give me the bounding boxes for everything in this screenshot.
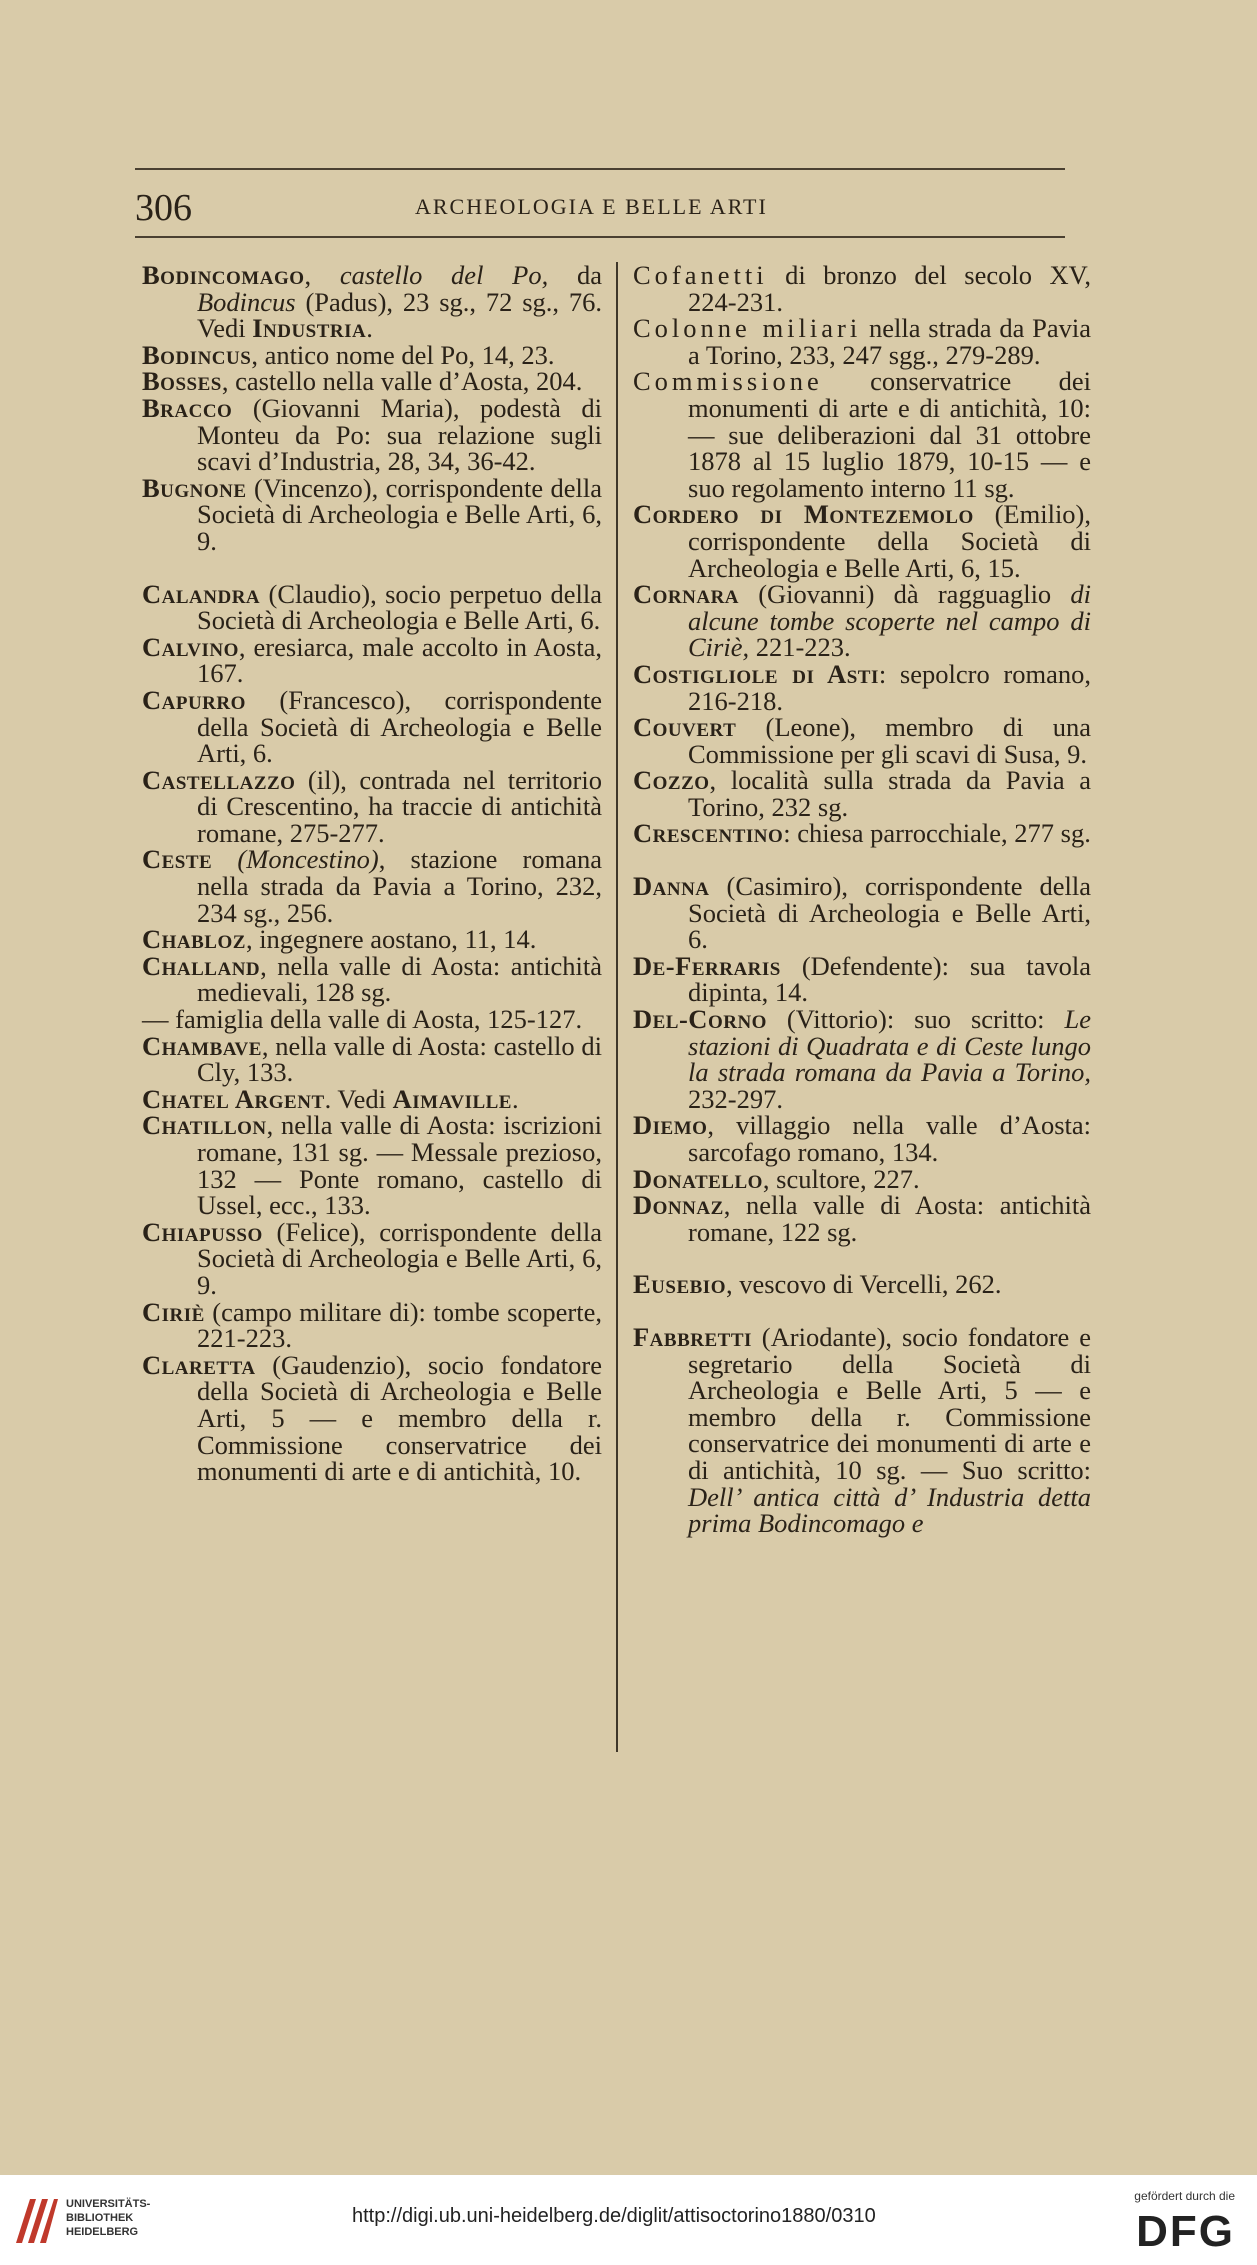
index-entry <box>142 1110 602 1221</box>
entry-heading: Claretta <box>142 1349 256 1380</box>
entry-text: (il), contrada nel territorio di Crescentino, ha traccie di antichità romane, 275-277. <box>197 764 602 848</box>
index-entry <box>142 950 602 1008</box>
index-entry <box>142 262 602 342</box>
entry-text: (campo militare di): tombe scoperte, 221-223. <box>197 1296 602 1354</box>
index-entry <box>142 846 602 926</box>
entry-text: , antico nome del Po, 14, 23. <box>251 339 555 370</box>
entry-text: (Padus), 23 sg., 72 sg., 76. Vedi <box>197 286 602 344</box>
index-entry <box>633 767 1091 820</box>
index-entry <box>633 950 1091 1008</box>
entry-text: castello del Po, <box>339 260 549 290</box>
entry-heading: Bosses <box>142 366 222 397</box>
page-number: 306 <box>135 187 192 229</box>
index-column-right <box>633 262 1091 1537</box>
entry-heading: Chatel Argent <box>142 1083 325 1114</box>
entry-text: , eresiarca, male accolto in Aosta, 167. <box>197 631 602 689</box>
index-entry <box>142 684 602 769</box>
index-entry <box>142 1349 602 1487</box>
entry-heading: Ciriè <box>142 1296 205 1327</box>
entry-text: 232-297. <box>688 1083 783 1114</box>
entry-heading: Del-Corno <box>633 1004 767 1035</box>
entry-text: : chiesa parrocchiale, 277 sg. <box>783 818 1091 849</box>
index-entry <box>633 1192 1091 1245</box>
entry-text: Bodincus <box>197 286 296 317</box>
entry-text: da <box>548 260 603 290</box>
entry-text: . <box>511 1083 519 1114</box>
entry-text: , scultore, 227. <box>762 1163 920 1194</box>
entry-text: (Vittorio): suo scritto: <box>766 1004 1065 1035</box>
entry-text: , nella valle di Aosta: castello di Cly, 133. <box>197 1030 602 1088</box>
entry-text: , vescovo di Vercelli, 262. <box>725 1269 1002 1300</box>
index-entry <box>633 1006 1091 1112</box>
entry-text: , villaggio nella valle d’Aosta: sarcofago romano, 134. <box>688 1110 1091 1167</box>
entry-text: , stazione romana nella strada da Pavia a Torino, 232, 234 sg., 256. <box>197 844 602 928</box>
entry-heading: Diemo <box>633 1110 708 1141</box>
index-entry <box>142 1030 602 1088</box>
library-name-line: BIBLIOTHEK <box>66 2212 134 2224</box>
entry-text: — famiglia della valle di Aosta, 125-127. <box>142 1004 583 1035</box>
index-entry <box>633 315 1091 368</box>
entry-text: , nella valle di Aosta: antichità medievali, 128 sg. <box>197 950 602 1008</box>
entry-text: (Defendente): sua tavola dipinta, 14. <box>688 950 1091 1008</box>
index-entry <box>142 339 602 370</box>
entry-text: , ingegnere aostano, 11, 14. <box>245 924 537 955</box>
entry-heading: Danna <box>633 871 710 902</box>
entry-text: di bronzo del secolo XV, 224-231. <box>688 260 1091 317</box>
library-name-line: UNIVERSITÄTS- <box>66 2198 151 2210</box>
entry-heading: Bodincomago <box>142 260 305 290</box>
entry-text: , <box>304 260 340 290</box>
entry-text: 221-223. <box>749 632 851 663</box>
index-entry <box>142 578 602 636</box>
entry-text: Cofanetti <box>633 260 768 290</box>
entry-heading: Chambave <box>142 1030 262 1061</box>
entry-heading: Bodincus <box>142 339 252 370</box>
entry-text: (Ariodante), socio fondatore e segretario della Società di Archeologia e Belle Arti, 5 — e membro della r. Commissione conservatrice dei monumenti di arte e di antichità, 10 sg. — Suo scritto: <box>688 1321 1091 1485</box>
entry-heading: Calvino <box>142 631 239 662</box>
entry-text: Commissione <box>633 366 823 397</box>
entry-text <box>212 844 237 874</box>
entry-heading: Calandra <box>142 578 261 609</box>
entry-heading: Donnaz <box>633 1190 724 1221</box>
index-entry <box>633 714 1091 767</box>
index-entry <box>633 1163 1091 1194</box>
entry-text: , nella valle di Aosta: iscrizioni romane, 131 sg. — Messale prezioso, 132 — Ponte romano, castello di Ussel, ecc., 133. <box>197 1110 602 1221</box>
entry-text: (Moncestino) <box>237 844 379 875</box>
index-entry <box>633 1321 1091 1539</box>
entry-heading: Crescentino <box>633 818 784 849</box>
library-name-line: HEIDELBERG <box>66 2226 139 2238</box>
entry-text: (Leone), membro di una Commissione per gli scavi di Susa, 9. <box>688 712 1091 769</box>
entry-text: . <box>366 313 373 344</box>
index-entry <box>633 873 1091 953</box>
index-column-left <box>142 262 602 1485</box>
entry-heading: Cornara <box>633 579 740 610</box>
entry-text: nella strada da Pavia a Torino, 233, 247 sgg., 279-289. <box>688 313 1091 370</box>
index-entry <box>142 764 602 848</box>
index-entry <box>142 1006 602 1033</box>
entry-heading: De-Ferraris <box>633 950 781 981</box>
entry-heading: Fabbretti <box>633 1321 752 1352</box>
entry-text: , località sulla strada da Pavia a Torino, 232 sg. <box>688 765 1091 822</box>
entry-heading: Bugnone <box>142 472 247 503</box>
entry-heading: Castellazzo <box>142 764 296 795</box>
index-entry <box>142 631 602 689</box>
entry-heading: Industria <box>252 313 367 344</box>
entry-text: , castello nella valle d’Aosta, 204. <box>221 366 583 397</box>
entry-text: (Vincenzo), corrispondente della Società di Archeologia e Belle Arti, 6, 9. <box>197 472 602 556</box>
entry-text: (Francesco), corrispondente della Società di Archeologia e Belle Arti, 6. <box>197 684 602 769</box>
digitization-footer <box>0 2175 1257 2265</box>
permalink[interactable]: http://digi.ub.uni-heidelberg.de/diglit/attisoctorino1880/0310 <box>352 2205 876 2227</box>
library-name <box>66 2197 150 2239</box>
entry-text: (Gaudenzio), socio fondatore della Società di Archeologia e Belle Arti, 5 — e membro della r. Commissione conservatrice dei monumenti di arte e di antichità, 10. <box>197 1349 602 1487</box>
entry-text: Dell’ antica città d’ Industria detta prima Bodincomago e <box>688 1481 1091 1539</box>
index-entry <box>142 1296 602 1354</box>
dfg-logo: DFG <box>1136 2207 1235 2256</box>
entry-text: di alcune tombe scoperte nel campo di Ciriè, <box>688 579 1091 663</box>
column-divider <box>616 262 618 1752</box>
university-library-logo-icon <box>12 2193 60 2247</box>
entry-text: (Emilio), corrispondente della Società di Archeologia e Belle Arti, 6, 15. <box>688 499 1092 583</box>
index-entry <box>142 1083 602 1114</box>
index-entry <box>633 262 1091 315</box>
entry-heading: Couvert <box>633 712 737 743</box>
entry-heading: Challand <box>142 950 261 981</box>
entry-text: (Giovanni Maria), podestà di Monteu da Po: sua relazione sugli scavi d’Industria, 28, 34, 36-42. <box>197 392 602 477</box>
entry-text: (Felice), corrispondente della Società di Archeologia e Belle Arti, 6, 9. <box>197 1216 602 1300</box>
entry-text: . Vedi <box>324 1083 393 1114</box>
index-entry <box>633 368 1091 501</box>
entry-text: (Giovanni) dà ragguaglio <box>739 579 1071 610</box>
index-entry <box>142 472 602 556</box>
entry-heading: Chabloz <box>142 924 246 955</box>
index-entry <box>142 392 602 477</box>
index-entry <box>633 820 1091 847</box>
index-entry <box>633 1112 1091 1165</box>
entry-text: : sepolcro romano, 216-218. <box>688 658 1091 716</box>
index-entry <box>142 1216 602 1300</box>
entry-text: (Casimiro), corrispondente della Società di Archeologia e Belle Arti, 6. <box>688 871 1091 955</box>
header-rule-top <box>135 168 1065 170</box>
entry-heading: Cozzo <box>633 765 710 796</box>
entry-heading: Costigliole di Asti <box>633 658 879 689</box>
index-entry <box>142 368 602 395</box>
running-title: ARCHEOLOGIA E BELLE ARTI <box>415 194 768 219</box>
entry-heading: Donatello <box>633 1163 763 1194</box>
entry-text: Le stazioni di Quadrata e di Ceste lungo la strada romana da Pavia a Torino, <box>688 1004 1091 1088</box>
index-entry <box>633 581 1091 661</box>
entry-heading: Aimaville <box>392 1083 512 1114</box>
funding-caption: gefördert durch die <box>1134 2189 1235 2203</box>
entry-text: , nella valle di Aosta: antichità romane, 122 sg. <box>688 1190 1091 1247</box>
entry-heading: Chatillon <box>142 1110 267 1141</box>
index-entry <box>633 501 1091 581</box>
header-rule-bottom <box>135 236 1065 238</box>
entry-heading: Chiapusso <box>142 1216 263 1247</box>
index-entry <box>633 658 1091 716</box>
entry-text: Colonne miliari <box>633 313 862 344</box>
entry-text: (Claudio), socio perpetuo della Società di Archeologia e Belle Arti, 6. <box>197 578 602 636</box>
entry-heading: Capurro <box>142 684 246 715</box>
index-entry <box>142 926 602 953</box>
entry-heading: Ceste <box>142 844 213 875</box>
entry-heading: Cordero di Montezemolo <box>633 499 974 530</box>
index-entry <box>633 1271 1091 1298</box>
entry-text: conservatrice dei monumenti di arte e di antichità, 10: — sue deliberazioni dal 31 ottobre 1878 al 15 luglio 1879, 10-15 — e suo regolamento interno 11 sg. <box>688 366 1091 503</box>
entry-heading: Bracco <box>142 392 233 423</box>
entry-heading: Eusebio <box>633 1269 726 1300</box>
page-header <box>135 186 1065 236</box>
